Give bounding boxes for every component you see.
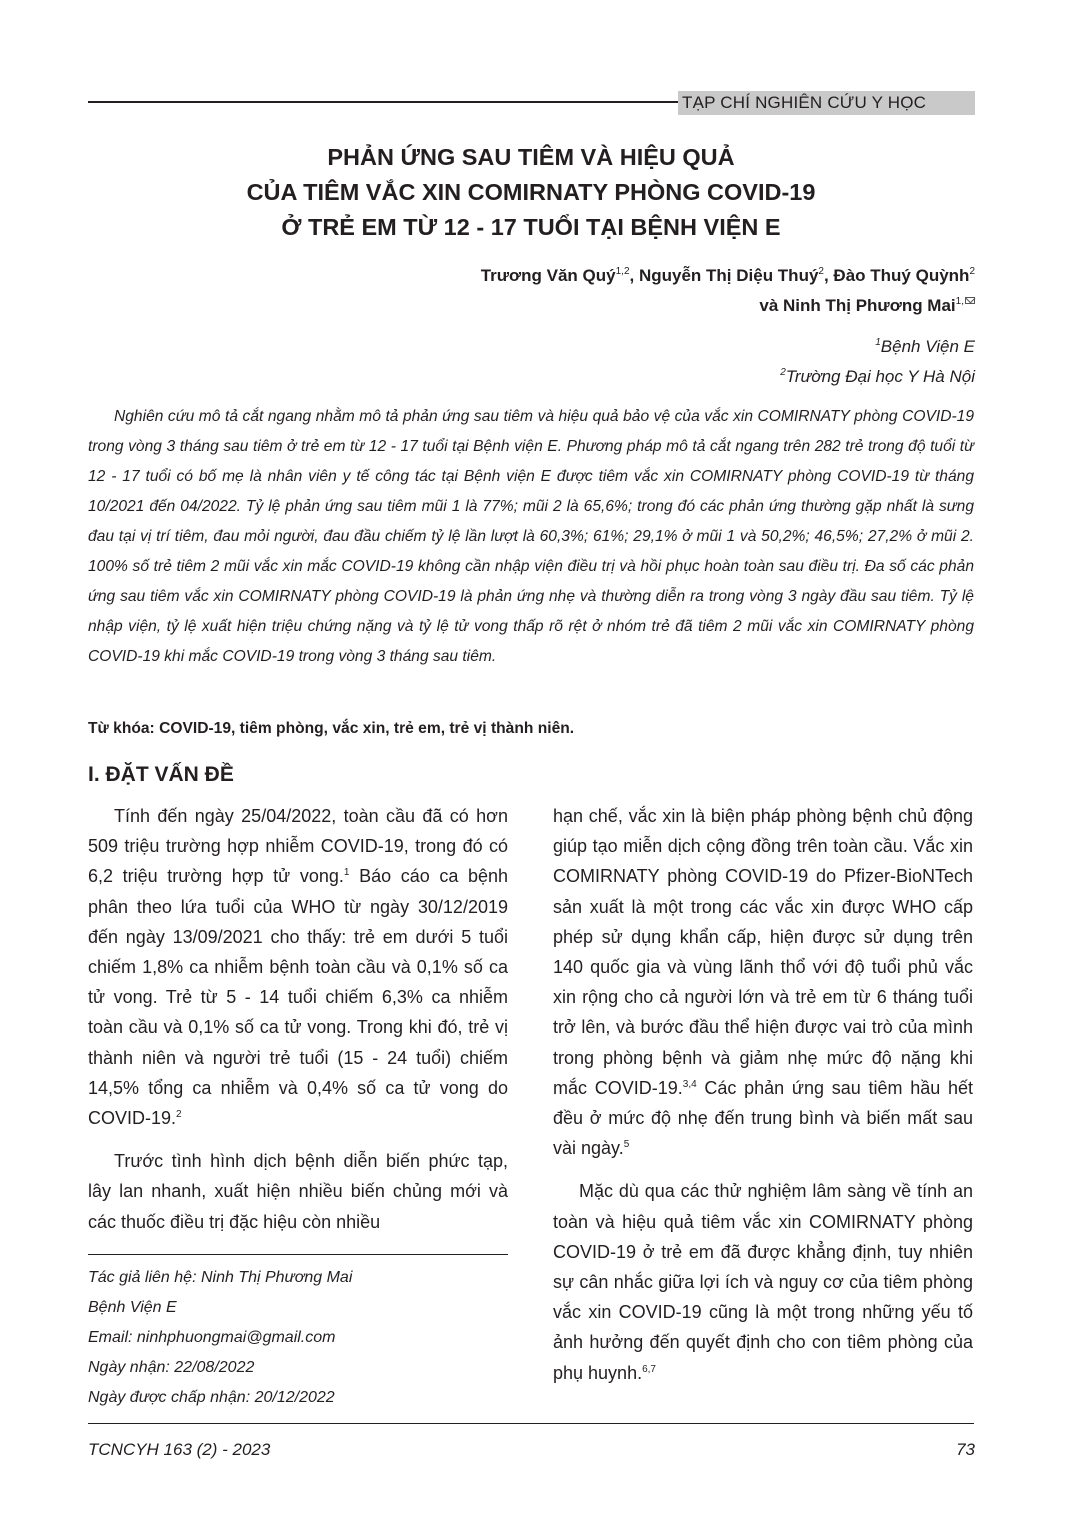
footnote-line: Bệnh Viện E [88,1299,177,1316]
author-list [481,261,975,321]
affiliation-sup: 1 [875,337,881,348]
citation: 3,4 [682,1078,697,1090]
author-sup: 1,2 [615,266,630,277]
paragraph-text: Các phản ứng sau tiêm hầu hết đều ở mức độ nhẹ đến trung bình và biến mất sau vài ngày. [553,1077,973,1159]
author-sup: 2 [818,266,824,277]
abstract: Nghiên cứu mô tả cắt ngang nhằm mô tả phản ứng sau tiêm và hiệu quả bảo vệ của vắc xin COMIRNATY phòng COVID-19 trong vòng 3 tháng sau tiêm ở trẻ em từ 12 - 17 tuổi tại Bệnh viện E. Phương pháp mô tả cắt ngang trên 282 trẻ trong độ tuổi từ 12 - 17 tuổi có bố mẹ là nhân viên y tế công tác tại Bệnh viện E được tiêm vắc xin COMIRNATY phòng COVID-19 từ tháng 10/2021 đến 04/2022. Tỷ lệ phản ứng sau tiêm mũi 1 là 77%; mũi 2 là 65,6%; trong đó các phản ứng thường gặp nhất là sưng đau tại vị trí tiêm, đau mỏi người, đau đầu chiếm tỷ lệ lần lượt là 60,3%; 61%; 29,1% ở mũi 1 và 50,2%; 46,5%; 27,2% ở mũi 2. 100% số trẻ tiêm 2 mũi vắc xin mắc COVID-19 không cần nhập viện điều trị và hồi phục hoàn toàn sau điều trị. Đa số các phản ứng sau tiêm vắc xin COMIRNATY phòng COVID-19 là phản ứng nhẹ và thường diễn ra trong vòng 3 ngày đầu sau tiêm. Tỷ lệ nhập viện, tỷ lệ xuất hiện triệu chứng nặng và tỷ lệ tử vong thấp rõ rệt ở nhóm trẻ đã tiêm 2 mũi vắc xin COMIRNATY phòng COVID-19 khi mắc COVID-19 trong vòng 3 tháng sau tiêm. [88,408,974,665]
author-line-1 [481,261,975,291]
footnote-line: Ngày được chấp nhận: 20/12/2022 [88,1389,335,1406]
body-paragraph [88,801,508,1133]
affiliation-text: Bệnh Viện E [880,337,975,356]
citation: 1 [343,867,350,879]
body-column-left [88,801,508,1237]
title-line-3: Ở TRẺ EM TỪ 12 - 17 TUỔI TẠI BỆNH VIỆN E [281,214,781,240]
footnote-line: Email: ninhphuongmai@gmail.com [88,1329,336,1346]
header-rule [88,101,678,103]
title-line-1: PHẢN ỨNG SAU TIÊM VÀ HIỆU QUẢ [327,144,735,170]
affiliations [780,332,975,392]
citation: 6,7 [642,1363,656,1375]
paragraph-text: Báo cáo ca bệnh phân theo lứa tuổi của WHO từ ngày 30/12/2019 đến ngày 13/09/2021 cho thấy: trẻ em dưới 5 tuổi chiếm 1,8% ca nhiễm bệnh toàn cầu và 0,1% số ca tử vong. Trẻ từ 5 - 14 tuổi chiếm 6,3% ca nhiễm toàn cầu và 0,1% số ca tử vong. Trong khi đó, trẻ vị thành niên và người trẻ tuổi (15 - 24 tuổi) chiếm 14,5% tổng ca nhiễm và 0,4% số ca tử vong do COVID-19. [88,866,509,1129]
footnote-line: Tác giả liên hệ: Ninh Thị Phương Mai [88,1269,353,1286]
mail-icon [965,297,975,304]
page-number: 73 [956,1440,975,1459]
footnote-line: Ngày nhận: 22/08/2022 [88,1359,255,1376]
affiliation-2 [780,362,975,392]
affiliation-text: Trường Đại học Y Hà Nội [785,367,975,386]
footer-rule [88,1423,974,1424]
paragraph-text: hạn chế, vắc xin là biện pháp phòng bệnh chủ động giúp tạo miễn dịch cộng đồng trên toàn cầu. Vắc xin COMIRNATY phòng COVID-19 do Pfizer-BioNTech sản xuất là một trong các vắc xin được WHO cấp phép sử dụng khẩn cấp, hiện được sử dụng trên 140 quốc gia và vùng lãnh thổ với độ tuổi phủ vắc xin rộng cho cả người lớn và trẻ em từ 6 tháng tuổi trở lên, và bước đầu thể hiện được vai trò của mình trong phòng bệnh và giảm nhẹ mức độ nặng khi mắc COVID-19. [553,806,973,1098]
author-sup: 1, [955,296,964,307]
author-name: , Nguyễn Thị Diệu Thuý [629,266,819,285]
paragraph-text: Tính đến ngày 25/04/2022, toàn cầu đã có hơn 509 triệu trường hợp nhiễm COVID-19, trong đó có 6,2 triệu trường hợp tử vong. [88,806,508,887]
body-paragraph [553,801,973,1163]
journal-issue: TCNCYH 163 (2) - 2023 [88,1440,271,1459]
author-name: và Ninh Thị Phương Mai [759,296,956,315]
section-heading: I. ĐẶT VẤN ĐỀ [88,763,234,786]
citation: 2 [176,1109,182,1121]
body-paragraph: Trước tình hình dịch bệnh diễn biến phức tạp, lây lan nhanh, xuất hiện nhiều biến chủng mới và các thuốc điều trị đặc hiệu còn nhiều [88,1151,508,1232]
title-line-2: CỦA TIÊM VẮC XIN COMIRNATY PHÒNG COVID-19 [246,179,816,205]
paragraph-text: Mặc dù qua các thử nghiệm lâm sàng về tính an toàn và hiệu quả tiêm vắc xin COMIRNATY phòng COVID-19 ở trẻ em đã được khẳng định, tuy nhiên sự cân nhắc giữa lợi ích và nguy cơ của tiêm phòng vắc xin COVID-19 cũng là một trong những yếu tố ảnh hưởng đến quyết định cho con tiêm phòng của phụ huynh. [553,1181,973,1383]
author-name: Trương Văn Quý [480,266,616,285]
citation: 5 [623,1139,630,1151]
correspondence-footnote [88,1263,508,1413]
author-sup: 2 [969,266,975,277]
body-column-right [553,801,973,1388]
footnote-rule [88,1254,508,1255]
article-title [88,140,974,245]
author-name: , Đào Thuý Quỳnh [823,266,970,285]
journal-name: TẠP CHÍ NGHIÊN CỨU Y HỌC [678,91,975,115]
body-paragraph [553,1176,973,1387]
affiliation-1 [780,332,975,362]
keywords: Từ khóa: COVID-19, tiêm phòng, vắc xin, trẻ em, trẻ vị thành niên. [88,720,575,737]
author-line-2 [481,291,975,321]
affiliation-sup: 2 [780,367,786,378]
